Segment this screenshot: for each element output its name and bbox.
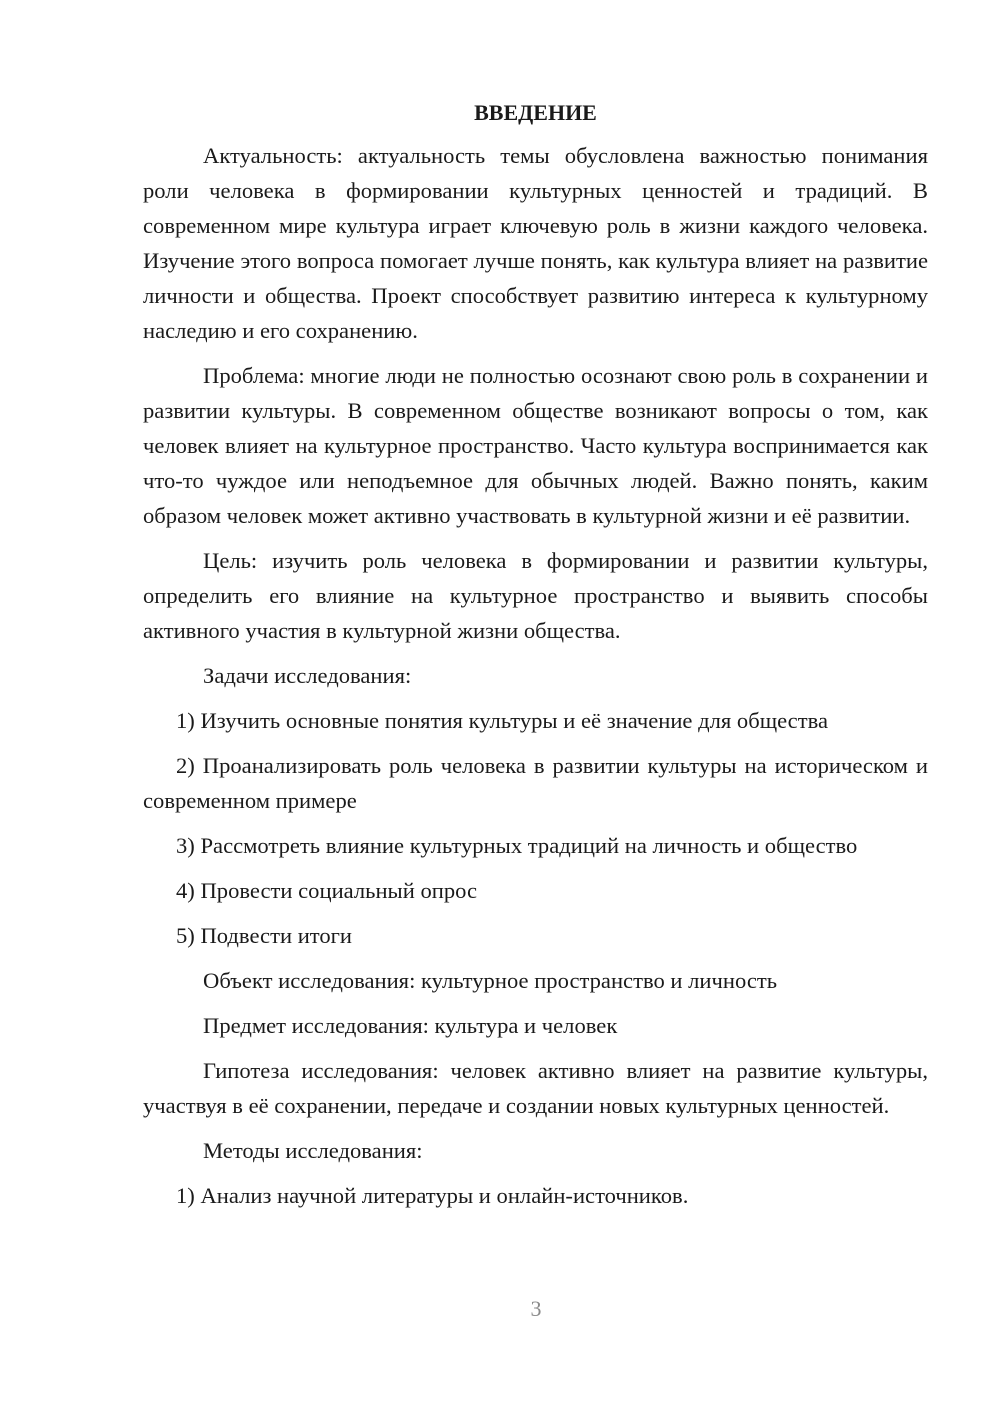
tasks-heading: Задачи исследования:	[203, 663, 412, 688]
goal-paragraph: Цель: изучить роль человека в формировании и развитии культуры, определить его влияние на культурное пространство и выявить способы активного участия в культурной жизни общества.	[143, 548, 928, 643]
problem-paragraph: Проблема: многие люди не полностью осознают свою роль в сохранении и развитии культуры. В современном обществе возникают вопросы о том, как человек влияет на культурное пространство. Часто культура воспринимается как что-то чуждое или неподъемное для обычных людей. Важно понять, каким образом человек может активно участвовать в культурной жизни и её развитии.	[143, 363, 928, 528]
hypothesis-paragraph: Гипотеза исследования: человек активно влияет на развитие культуры, участвуя в её сохранении, передаче и создании новых культурных ценностей.	[143, 1058, 928, 1118]
methods-heading: Методы исследования:	[203, 1138, 423, 1163]
relevance-paragraph: Актуальность: актуальность темы обусловлена важностью понимания роли человека в формировании культурных ценностей и традиций. В современном мире культура играет ключевую роль в жизни каждого человека. Изучение этого вопроса помогает лучше понять, как культура влияет на развитие личности и общества. Проект способствует развитию интереса к культурному наследию и его сохранению.	[143, 143, 928, 343]
page-title: ВВЕДЕНИЕ	[474, 100, 597, 125]
object-paragraph: Объект исследования: культурное пространство и личность	[203, 968, 778, 993]
task-item: 4) Провести социальный опрос	[176, 878, 478, 903]
page-content	[143, 95, 928, 1213]
task-item: 1) Изучить основные понятия культуры и её значение для общества	[176, 708, 828, 733]
page-number: 3	[530, 1296, 542, 1321]
task-item: 3) Рассмотреть влияние культурных традиций на личность и общество	[176, 833, 858, 858]
task-item: 2) Проанализировать роль человека в развитии культуры на историческом и современном примере	[143, 753, 928, 813]
subject-paragraph: Предмет исследования: культура и человек	[203, 1013, 618, 1038]
task-item: 5) Подвести итоги	[176, 923, 353, 948]
method-item: 1) Анализ научной литературы и онлайн-источников.	[176, 1183, 689, 1208]
